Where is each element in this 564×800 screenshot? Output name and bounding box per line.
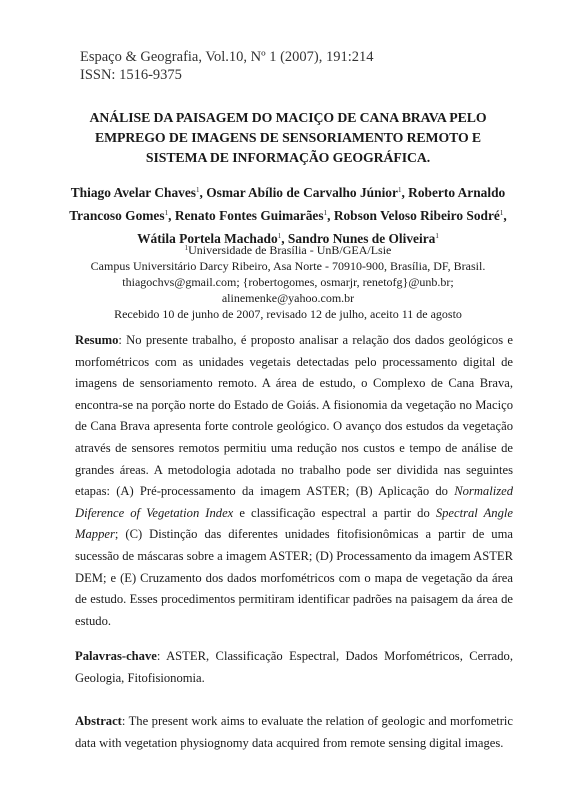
author-name: Renato Fontes Guimarães	[174, 208, 324, 223]
journal-header	[80, 48, 374, 84]
resumo-text-2: e classificação espectral a partir do	[233, 505, 436, 520]
resumo-text-3: ; (C) Distinção das diferentes unidades fitofisionômicas a partir de uma sucessão de máscaras sobre a imagem ASTER; (D) Processamento da imagem ASTER DEM; e (E) Cruzamento dos dados morfométricos com o mapa de vegetação da área de estudo. Esses procedimentos permitiram identificar padrões na paisagem da área de estudo.	[75, 527, 513, 628]
journal-issn: ISSN: 1516-9375	[80, 67, 182, 83]
author-name: Robson Veloso Ribeiro Sodré	[333, 208, 500, 223]
affiliation-mark: 1	[435, 232, 439, 240]
keywords-label: Palavras-chave	[75, 649, 157, 663]
author-separator: ,	[168, 208, 172, 223]
author-separator: ,	[327, 208, 331, 223]
affiliation-block	[62, 240, 514, 322]
author-separator: ,	[503, 208, 507, 223]
title-line-2: EMPREGO DE IMAGENS DE SENSORIAMENTO REMOTO E	[94, 130, 482, 145]
author-name: Wátila Portela Machado	[137, 231, 278, 246]
keywords-text: : ASTER, Classificação Espectral, Dados Morfométricos, Cerrado, Geologia, Fitofisionomia.	[75, 649, 513, 685]
abstract-text: : The present work aims to evaluate the relation of geologic and morfometric data with vegetation physiognomy data acquired from remote sensing digital images.	[75, 714, 513, 750]
affiliation-mark: 1	[184, 244, 189, 252]
affiliation-email-2: alinemenke@yahoo.com.br	[221, 291, 355, 305]
affiliation-mark: 1	[196, 186, 200, 194]
abstract-paragraph	[75, 711, 513, 754]
author-separator: ,	[401, 185, 405, 200]
resumo-italic-2: Spectral Angle Mapper	[75, 505, 513, 542]
affiliation-mark: 1	[323, 209, 328, 217]
author-name: Thiago Avelar Chaves	[70, 185, 196, 200]
resumo-paragraph	[75, 330, 513, 632]
affiliation-institution: $^1$Universidade de Brasília - UnB/GEA/Lsie	[184, 243, 392, 257]
author-name: Sandro Nunes de Oliveira	[287, 231, 436, 246]
author-list	[62, 180, 514, 249]
paper-title	[60, 108, 516, 168]
resumo-text-1: : No presente trabalho, é proposto analisar a relação dos dados geológicos e morfométricos com as unidades vegetais detectadas pelo processamento digital de imagens de sensoriamento remoto. A área de estudo, o Complexo de Cana Brava, encontra-se na porção norte do Estado de Goiás. A fisionomia da vegetação no Maciço de Cana Brava apresenta forte controle geológico. O avanço dos estudos da vegetação através de sensores remotos permitiu uma redução nos custos e tempo de análise de grandes áreas. A metodologia adotada no trabalho pode ser dividida nas seguintes etapas: (A) Pré-processamento da imagem ASTER; (B) Aplicação do	[75, 333, 513, 499]
resumo-italic-1: Normalized Diference of Vegetation Index	[75, 484, 513, 520]
affiliation-mark: 1	[164, 209, 169, 217]
author-name: Roberto Arnaldo Trancoso Gomes	[69, 185, 506, 223]
resumo-label: Resumo	[75, 333, 119, 347]
affiliation-mark: 1	[397, 186, 402, 194]
author-name: Osmar Abílio de Carvalho Júnior	[206, 185, 398, 200]
affiliation-address: Campus Universitário Darcy Ribeiro, Asa Norte - 70910-900, Brasília, DF, Brasil.	[90, 259, 486, 273]
affiliation-emails: thiagochvs@gmail.com; {robertogomes, osmarjr, renetofg}@unb.br;	[122, 275, 454, 289]
title-line-3: SISTEMA DE INFORMAÇÃO GEOGRÁFICA.	[145, 150, 431, 165]
abstract-label: Abstract	[75, 714, 122, 728]
author-separator: ,	[199, 185, 203, 200]
keywords-paragraph	[75, 646, 513, 689]
received-dates: Recebido 10 de junho de 2007, revisado 12 de julho, aceito 11 de agosto	[114, 307, 462, 321]
affiliation-mark: 1	[277, 232, 282, 240]
affiliation-mark: 1	[499, 209, 504, 217]
author-separator: ,	[281, 231, 285, 246]
journal-citation: Espaço & Geografia, Vol.10, Nº 1 (2007), 191:214	[80, 49, 374, 65]
title-line-1: ANÁLISE DA PAISAGEM DO MACIÇO DE CANA BRAVA PELO	[89, 110, 487, 125]
